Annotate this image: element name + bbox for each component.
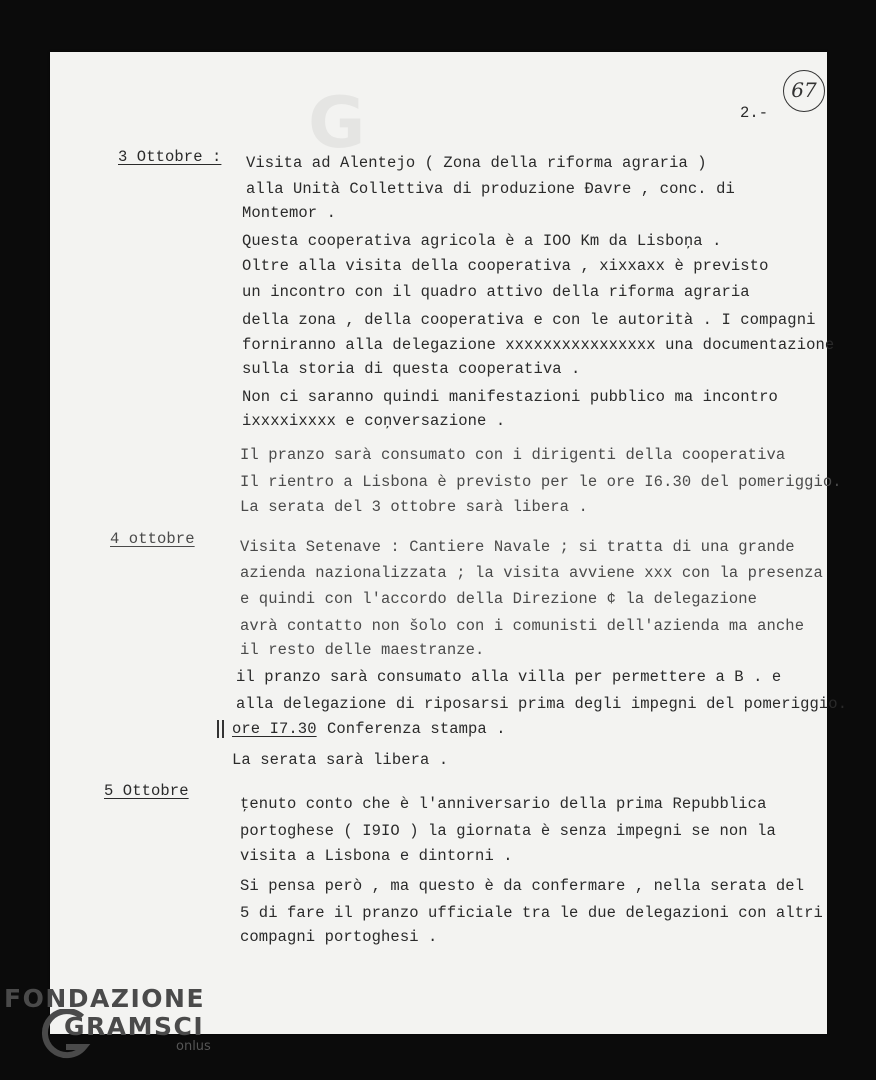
entry-1-line-11: ixxxxixxxx e coņversazione . bbox=[242, 412, 506, 430]
time-1730: ore I7.30 bbox=[232, 720, 317, 738]
entry-1-line-14: La serata del 3 ottobre sarà libera . bbox=[240, 498, 588, 516]
margin-mark bbox=[217, 720, 224, 738]
entry-2-line-3: e quindi con l'accordo della Direzione ¢ la delegazione bbox=[240, 590, 758, 608]
entry-1-line-1: Visita ad Alentejo ( Zona della riforma agraria ) bbox=[246, 154, 707, 172]
entry-3-line-3: visita a Lisbona e dintorni . bbox=[240, 847, 513, 865]
entry-1-line-6: un incontro con il quadro attivo della riforma agraria bbox=[242, 283, 750, 301]
document-page bbox=[50, 52, 848, 1034]
date-3-ottobre: 3 Ottobre : bbox=[118, 148, 222, 166]
fondazione-gramsci-logo bbox=[4, 985, 211, 1054]
date-5-ottobre: 5 Ottobre bbox=[104, 782, 189, 800]
entry-3-line-5: 5 di fare il pranzo ufficiale tra le due delegazioni con altri bbox=[240, 904, 823, 922]
handwritten-folio-number: 67 bbox=[783, 70, 825, 112]
entry-2-line-7: alla delegazione di riposarsi prima degli impegni del pomeriggio. bbox=[236, 695, 848, 713]
entry-1-line-3: Montemor . bbox=[242, 204, 337, 222]
entry-3-line-6: compagni portoghesi . bbox=[240, 928, 438, 946]
date-4-ottobre: 4 ottobre bbox=[110, 530, 195, 548]
entry-2-line-8: Conferenza stampa . bbox=[327, 720, 506, 738]
entry-3-line-1: ţenuto conto che è l'anniversario della prima Repubblica bbox=[240, 795, 767, 813]
entry-1-line-4: Questa cooperativa agricola è a IOO Km da Lisboņa . bbox=[242, 232, 722, 250]
entry-1-line-7: della zona , della cooperativa e con le autorità . I compagni bbox=[242, 311, 816, 329]
entry-2-line-2: azienda nazionalizzata ; la visita avviene xxx con la presenza bbox=[240, 564, 823, 582]
entry-2-line-1: Visita Setenave : Cantiere Navale ; si tratta di una grande bbox=[240, 538, 795, 556]
entry-1-line-13: Il rientro a Lisbona è previsto per le ore I6.30 del pomeriggio. bbox=[240, 473, 842, 491]
entry-1-line-8: forniranno alla delegazione xxxxxxxxxxxxxxxx una documentazione bbox=[242, 336, 835, 354]
entry-3-line-4: Si pensa però , ma questo è da confermare , nella serata del bbox=[240, 877, 805, 895]
logo-line-3: onlus bbox=[176, 1039, 211, 1054]
entry-2-line-6: il pranzo sarà consumato alla villa per permettere a B . e bbox=[236, 668, 782, 686]
logo-line-1: FONDAZIONE bbox=[4, 984, 206, 1013]
entry-3-line-2: portoghese ( I9IO ) la giornata è senza impegni se non la bbox=[240, 822, 776, 840]
entry-1-line-9: sulla storia di questa cooperativa . bbox=[242, 360, 581, 378]
background-watermark-icon: G bbox=[308, 82, 366, 164]
entry-2-line-5: il resto delle maestranze. bbox=[240, 641, 485, 659]
page-number: 2.- bbox=[740, 104, 769, 122]
gramsci-g-icon bbox=[32, 1009, 92, 1061]
entry-2-line-9: La serata sarà libera . bbox=[232, 751, 449, 769]
entry-1-line-12: Il pranzo sarà consumato con i dirigenti della cooperativa bbox=[240, 446, 786, 464]
entry-2-line-4: avrà contatto non šolo con i comunisti dell'azienda ma anche bbox=[240, 617, 805, 635]
logo-line-2: GRAMSCI bbox=[64, 1012, 205, 1041]
entry-1-line-10: Non ci saranno quindi manifestazioni pubblico ma incontro bbox=[242, 388, 778, 406]
entry-1-line-5: Oltre alla visita della cooperativa , xixxaxx è previsto bbox=[242, 257, 769, 275]
entry-1-line-2: alla Unità Collettiva di produzione Ɖavre , conc. di bbox=[246, 180, 735, 198]
